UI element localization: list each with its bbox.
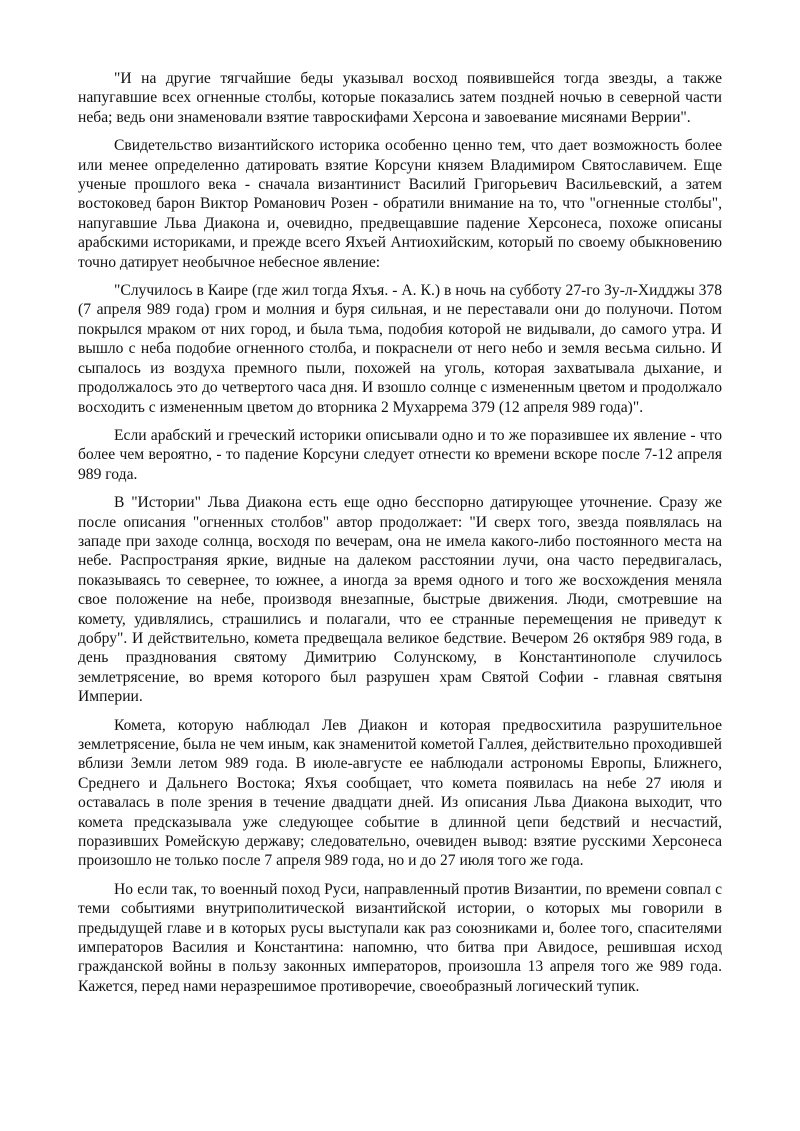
- paragraph-1: "И на другие тягчайшие беды указывал восход появившейся тогда звезды, а также напугавшие всех огненные столбы, которые показались затем поздней ночью в северной части неба; ведь они знаменовали взятие тавроскифами Херсона и завоевание мисянами Веррии".: [78, 70, 722, 126]
- paragraph-5: В "Истории" Льва Диакона есть еще одно бесспорно датирующее уточнение. Сразу же после описания "огненных столбов" автор продолжает: "И сверх того, звезда появлялась на западе при заходе солнца, восходя по вечерам, она не имела какого-либо постоянного места на небе. Распространяя яркие, видные на далеком расстоянии лучи, она часто передвигалась, показываясь то севернее, то южнее, а иногда за время одного и того же восхождения меняла свое положение на небе, производя внезапные, быстрые движения. Люди, смотревшие на комету, удивлялись, страшились и полагали, что ее странные перемещения не приведут к добру". И действительно, комета предвещала великое бедствие. Вечером 26 октября 989 года, в день празднования святому Димитрию Солунскому, в Константинополе случилось землетрясение, во время которого был разрушен храм Святой Софии - главная святыня Империи.: [78, 494, 722, 706]
- paragraph-4: Если арабский и греческий историки описывали одно и то же поразившее их явление - что более чем вероятно, - то падение Корсуни следует отнести ко времени вскоре после 7-12 апреля 989 года.: [78, 426, 722, 483]
- paragraph-6: Комета, которую наблюдал Лев Диакон и которая предвосхитила разрушительное землетрясение, была не чем иным, как знаменитой кометой Галлея, действительно проходившей вблизи Земли летом 989 года. В июле-августе ее наблюдали астрономы Европы, Ближнего, Среднего и Дальнего Востока; Яхъя сообщает, что комета появилась на небе 27 июля и оставалась в поле зрения в течение двадцати дней. Из описания Льва Диакона выходит, что комета предсказывала уже следующее событие в длинной цепи бедствий и несчастий, поразивших Ромейскую державу; следовательно, очевиден вывод: взятие русскими Херсонеса произошло не только после 7 апреля 989 года, но и до 27 июля того же года.: [78, 716, 722, 870]
- document-page: [78, 69, 722, 1005]
- paragraph-2: Свидетельство византийского историка особенно ценно тем, что дает возможность более или менее определенно датировать взятие Корсуни князем Владимиром Святославичем. Еще ученые прошлого века - сначала византинист Василий Григорьевич Васильевский, а затем востоковед барон Виктор Романович Розен - обратили внимание на то, что "огненные столбы", напугавшие Льва Диакона и, очевидно, предвещавшие падение Херсонеса, похоже описаны арабскими историками, и прежде всего Яхъей Антиохийским, который по своему обыкновению точно датирует необычное небесное явление:: [78, 137, 722, 271]
- paragraph-7: Но если так, то военный поход Руси, направленный против Византии, по времени совпал с теми событиями внутриполитической византийской истории, о которых мы говорили в предыдущей главе и в которых русы выступали как раз союзниками и, более того, спасителями императоров Василия и Константина: напомню, что битва при Авидосе, решившая исход гражданской войны в пользу законных императоров, произошла 13 апреля того же 989 года. Кажется, перед нами неразрешимое противоречие, своеобразный логический тупик.: [78, 880, 722, 995]
- paragraph-3: "Случилось в Каире (где жил тогда Яхъя. - А. К.) в ночь на субботу 27-го Зу-л-Хидджы 378 (7 апреля 989 года) гром и молния и буря сильная, и не переставали они до полуночи. Потом покрылся мраком от них город, и была тьма, подобия которой не видывали, до самого утра. И вышло с неба подобие огненного столба, и покраснели от него небо и земля весьма сильно. И сыпалось из воздуха премного пыли, похожей на уголь, которая захватывала дыхание, и продолжалось это до четвертого часа дня. И взошло солнце с измененным цветом и продолжало восходить с измененным цветом до вторника 2 Мухаррема 379 (12 апреля 989 года)".: [78, 282, 722, 416]
